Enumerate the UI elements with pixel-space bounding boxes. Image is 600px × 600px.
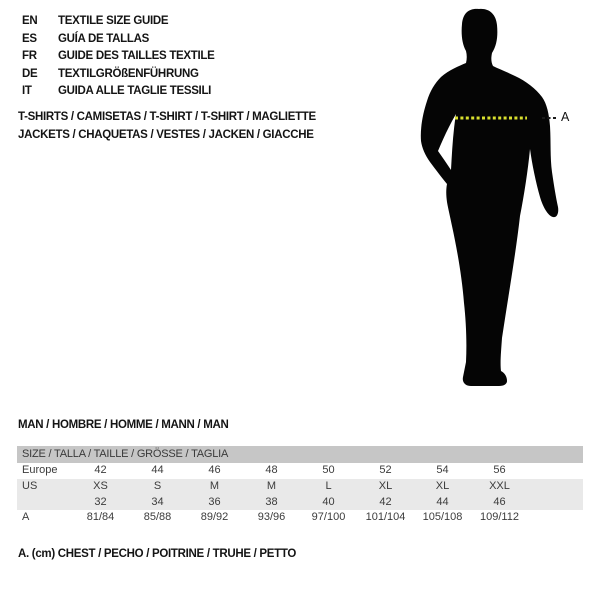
table-cell: XL — [435, 479, 450, 492]
table-cell: 50 — [322, 464, 335, 476]
table-row-us-numeric — [17, 495, 583, 511]
language-code: IT — [22, 85, 32, 97]
table-cell: XS — [93, 479, 108, 492]
language-row-en — [22, 13, 215, 31]
language-label: GUÍA DE TALLAS — [58, 32, 149, 45]
table-cell: 101/104 — [365, 511, 406, 524]
garment-type-list — [18, 109, 316, 144]
table-cell: 48 — [265, 464, 278, 476]
table-cell: 105/108 — [422, 511, 463, 524]
language-label: TEXTILE SIZE GUIDE — [58, 15, 169, 27]
table-cell: 81/84 — [86, 511, 115, 524]
table-cell: 38 — [265, 495, 278, 508]
measure-a-label: A — [561, 110, 570, 124]
size-table — [17, 446, 583, 526]
language-code: FR — [22, 50, 37, 62]
table-cell: XL — [378, 479, 393, 492]
table-cell: S — [153, 479, 162, 492]
table-cell: 109/112 — [480, 511, 519, 524]
table-cell: 42 — [379, 495, 392, 508]
garment-line-tshirts: T-SHIRTS / CAMISETAS / T-SHIRT / T-SHIRT / MAGLIETTE — [18, 111, 316, 123]
language-row-de — [22, 66, 215, 84]
table-cell: 34 — [151, 495, 164, 508]
row-label — [17, 495, 72, 511]
table-cell: 44 — [436, 495, 449, 508]
row-label: US — [22, 479, 38, 492]
table-cell: 44 — [151, 464, 164, 476]
table-cell: 97/100 — [311, 511, 346, 524]
language-row-es — [22, 31, 215, 49]
table-cell: 93/96 — [257, 511, 286, 524]
row-label: Europe — [22, 464, 58, 476]
table-cell: 85/88 — [143, 511, 172, 524]
table-cell: 40 — [322, 495, 335, 508]
section-title-man: MAN / HOMBRE / HOMME / MANN / MAN — [18, 419, 229, 431]
table-cell: L — [325, 479, 332, 492]
table-cell: M — [209, 479, 220, 492]
table-cell: 52 — [379, 464, 392, 476]
table-cell: 56 — [493, 464, 506, 476]
table-row-europe — [17, 463, 583, 479]
language-row-it — [22, 83, 215, 101]
table-spacer — [528, 510, 583, 526]
language-code: ES — [22, 32, 37, 45]
man-figure — [400, 0, 600, 410]
size-table-header: SIZE / TALLA / TAILLE / GRÖSSE / TAGLIA — [17, 446, 583, 463]
table-spacer — [528, 495, 583, 511]
garment-line-jackets: JACKETS / CHAQUETAS / VESTES / JACKEN / GIACCHE — [18, 128, 314, 141]
table-spacer — [528, 463, 583, 479]
language-label: GUIDA ALLE TAGLIE TESSILI — [58, 85, 212, 97]
measure-legend: A. (cm) CHEST / PECHO / POITRINE / TRUHE / PETTO — [18, 548, 297, 560]
table-spacer — [528, 479, 583, 495]
table-cell: XXL — [489, 479, 510, 492]
table-cell: 89/92 — [200, 511, 229, 524]
language-row-fr — [22, 48, 215, 66]
table-cell: 46 — [493, 495, 506, 508]
table-row-chest-a — [17, 510, 583, 526]
table-cell: 46 — [208, 464, 221, 476]
table-row-us — [17, 479, 583, 495]
man-silhouette — [421, 9, 558, 386]
row-label: A — [22, 511, 30, 524]
language-list — [22, 13, 215, 101]
table-cell: 36 — [208, 495, 221, 508]
table-cell: M — [266, 479, 277, 492]
language-code: EN — [22, 15, 38, 27]
table-cell: 42 — [94, 464, 107, 476]
language-label: TEXTILGRÖßENFÜHRUNG — [58, 67, 199, 80]
language-label: GUIDE DES TAILLES TEXTILE — [58, 50, 215, 62]
table-cell: 32 — [94, 495, 107, 508]
table-cell: 54 — [436, 464, 449, 476]
language-code: DE — [22, 67, 38, 80]
